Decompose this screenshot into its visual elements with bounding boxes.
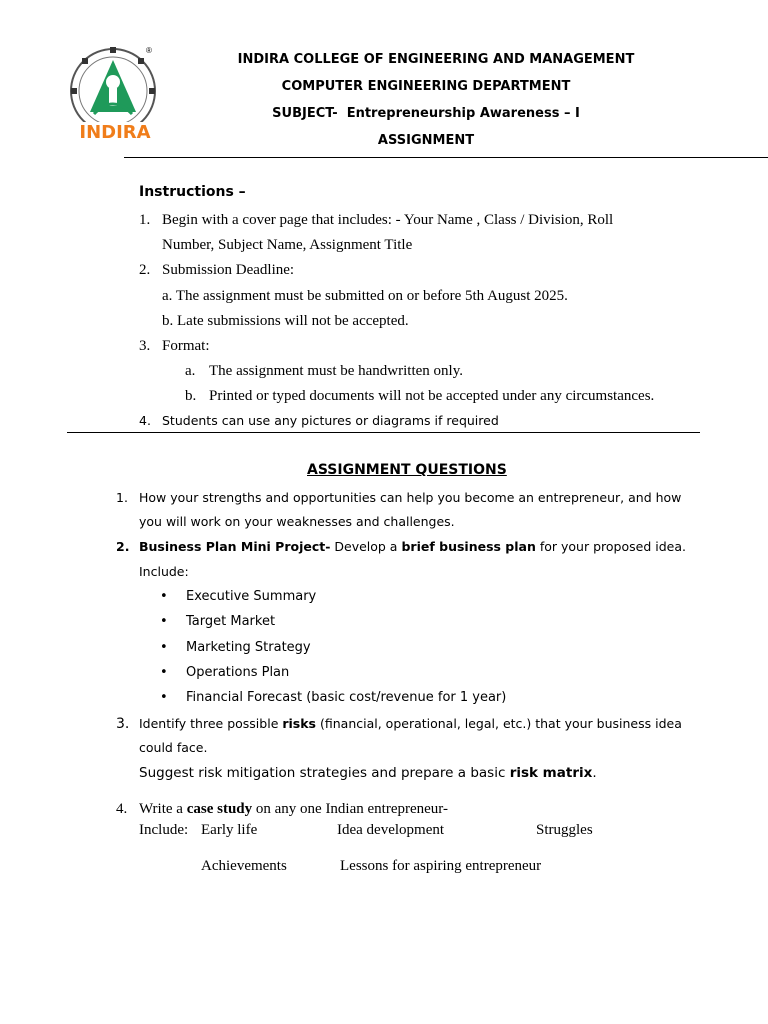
question-1-cont: you will work on your weaknesses and challenges. bbox=[139, 514, 455, 529]
instruction-text: Format: bbox=[162, 338, 210, 354]
topic-item: Lessons for aspiring entrepreneur bbox=[340, 858, 542, 874]
question-text: for your proposed idea. bbox=[535, 539, 686, 554]
bullet-item: • Executive Summary bbox=[160, 589, 317, 604]
question-2-cont: Include: bbox=[139, 564, 189, 579]
question-text: How your strengths and opportunities can help you become an entrepreneur, and how bbox=[139, 490, 682, 505]
document-type: ASSIGNMENT bbox=[377, 133, 475, 148]
instructions-divider bbox=[67, 432, 700, 433]
question-emphasis: risk matrix bbox=[509, 765, 593, 781]
question-emphasis: brief business plan bbox=[401, 539, 536, 554]
instruction-sub-3b bbox=[185, 388, 654, 405]
question-text: . bbox=[592, 765, 597, 781]
questions-title: ASSIGNMENT QUESTIONS bbox=[307, 462, 507, 478]
subject-label: SUBJECT- bbox=[272, 106, 338, 121]
instruction-text: Submission Deadline: bbox=[162, 262, 295, 278]
instruction-number: 3. bbox=[139, 338, 151, 354]
sub-text: Printed or typed documents will not be accepted under any circumstances. bbox=[209, 388, 655, 404]
bullet-item: • Target Market bbox=[160, 614, 276, 629]
question-text: Develop a bbox=[330, 539, 402, 554]
subject-name: Entrepreneurship Awareness – I bbox=[346, 106, 580, 121]
question-3 bbox=[116, 716, 682, 732]
instruction-number: 4. bbox=[139, 413, 151, 428]
header-divider bbox=[124, 157, 768, 158]
instruction-item-1 bbox=[139, 212, 613, 229]
instructions-title: Instructions – bbox=[139, 184, 246, 200]
instruction-item-4 bbox=[139, 413, 499, 428]
question-3-suggest bbox=[139, 765, 597, 781]
question-3-cont: could face. bbox=[139, 740, 208, 755]
question-4 bbox=[116, 801, 448, 818]
instruction-number: 1. bbox=[139, 212, 151, 228]
include-label: Include: bbox=[139, 822, 189, 838]
registered-mark: ® bbox=[146, 46, 152, 55]
question-2 bbox=[116, 539, 686, 554]
instruction-sub-2a: a. The assignment must be submitted on or before 5th August 2025. bbox=[162, 288, 568, 304]
instruction-sub-3a bbox=[185, 363, 463, 380]
bullet-item: • Marketing Strategy bbox=[160, 640, 311, 655]
instruction-number: 2. bbox=[139, 262, 151, 278]
sub-marker: b. bbox=[185, 388, 197, 404]
department-name: COMPUTER ENGINEERING DEPARTMENT bbox=[281, 79, 571, 94]
question-text: Write a bbox=[139, 801, 187, 817]
question-number: 3. bbox=[116, 716, 130, 732]
logo-text: INDIRA bbox=[66, 122, 164, 143]
bullet-text: Executive Summary bbox=[186, 589, 317, 604]
instruction-item-1-cont: Number, Subject Name, Assignment Title bbox=[162, 237, 413, 253]
question-emphasis: case study bbox=[186, 801, 253, 817]
question-text: (financial, operational, legal, etc.) that your business idea bbox=[316, 716, 682, 731]
sub-marker: a. bbox=[185, 363, 196, 379]
bullet-item: • Operations Plan bbox=[160, 665, 290, 680]
instruction-text: Begin with a cover page that includes: - Your Name , Class / Division, Roll bbox=[162, 212, 614, 228]
question-number: 4. bbox=[116, 801, 128, 817]
instruction-item-3 bbox=[139, 338, 210, 355]
instruction-sub-2b: b. Late submissions will not be accepted. bbox=[162, 313, 409, 329]
topic-item: Idea development bbox=[337, 822, 445, 838]
question-lead: Business Plan Mini Project- bbox=[139, 539, 331, 554]
question-text: on any one Indian entrepreneur- bbox=[252, 801, 448, 817]
instruction-text: Students can use any pictures or diagrams if required bbox=[162, 413, 499, 428]
subject-line bbox=[206, 106, 646, 121]
sub-text: The assignment must be handwritten only. bbox=[209, 363, 463, 379]
question-text: Suggest risk mitigation strategies and prepare a basic bbox=[139, 765, 510, 781]
bullet-item: • Financial Forecast (basic cost/revenue for 1 year) bbox=[160, 690, 507, 705]
bullet-text: Marketing Strategy bbox=[186, 640, 311, 655]
topic-item: Achievements bbox=[201, 858, 287, 874]
bullet-text: Target Market bbox=[186, 614, 276, 629]
question-number: 1. bbox=[116, 490, 128, 505]
college-name: INDIRA COLLEGE OF ENGINEERING AND MANAGEMENT bbox=[237, 52, 635, 67]
topic-item: Struggles bbox=[536, 822, 593, 838]
question-number: 2. bbox=[116, 539, 130, 554]
question-text: Identify three possible bbox=[139, 716, 283, 731]
question-emphasis: risks bbox=[282, 716, 317, 731]
question-1 bbox=[116, 490, 681, 505]
instruction-item-2 bbox=[139, 262, 294, 279]
college-logo bbox=[66, 44, 164, 144]
bullet-text: Operations Plan bbox=[186, 665, 290, 680]
topic-item: Early life bbox=[201, 822, 258, 838]
bullet-text: Financial Forecast (basic cost/revenue for 1 year) bbox=[186, 690, 507, 705]
